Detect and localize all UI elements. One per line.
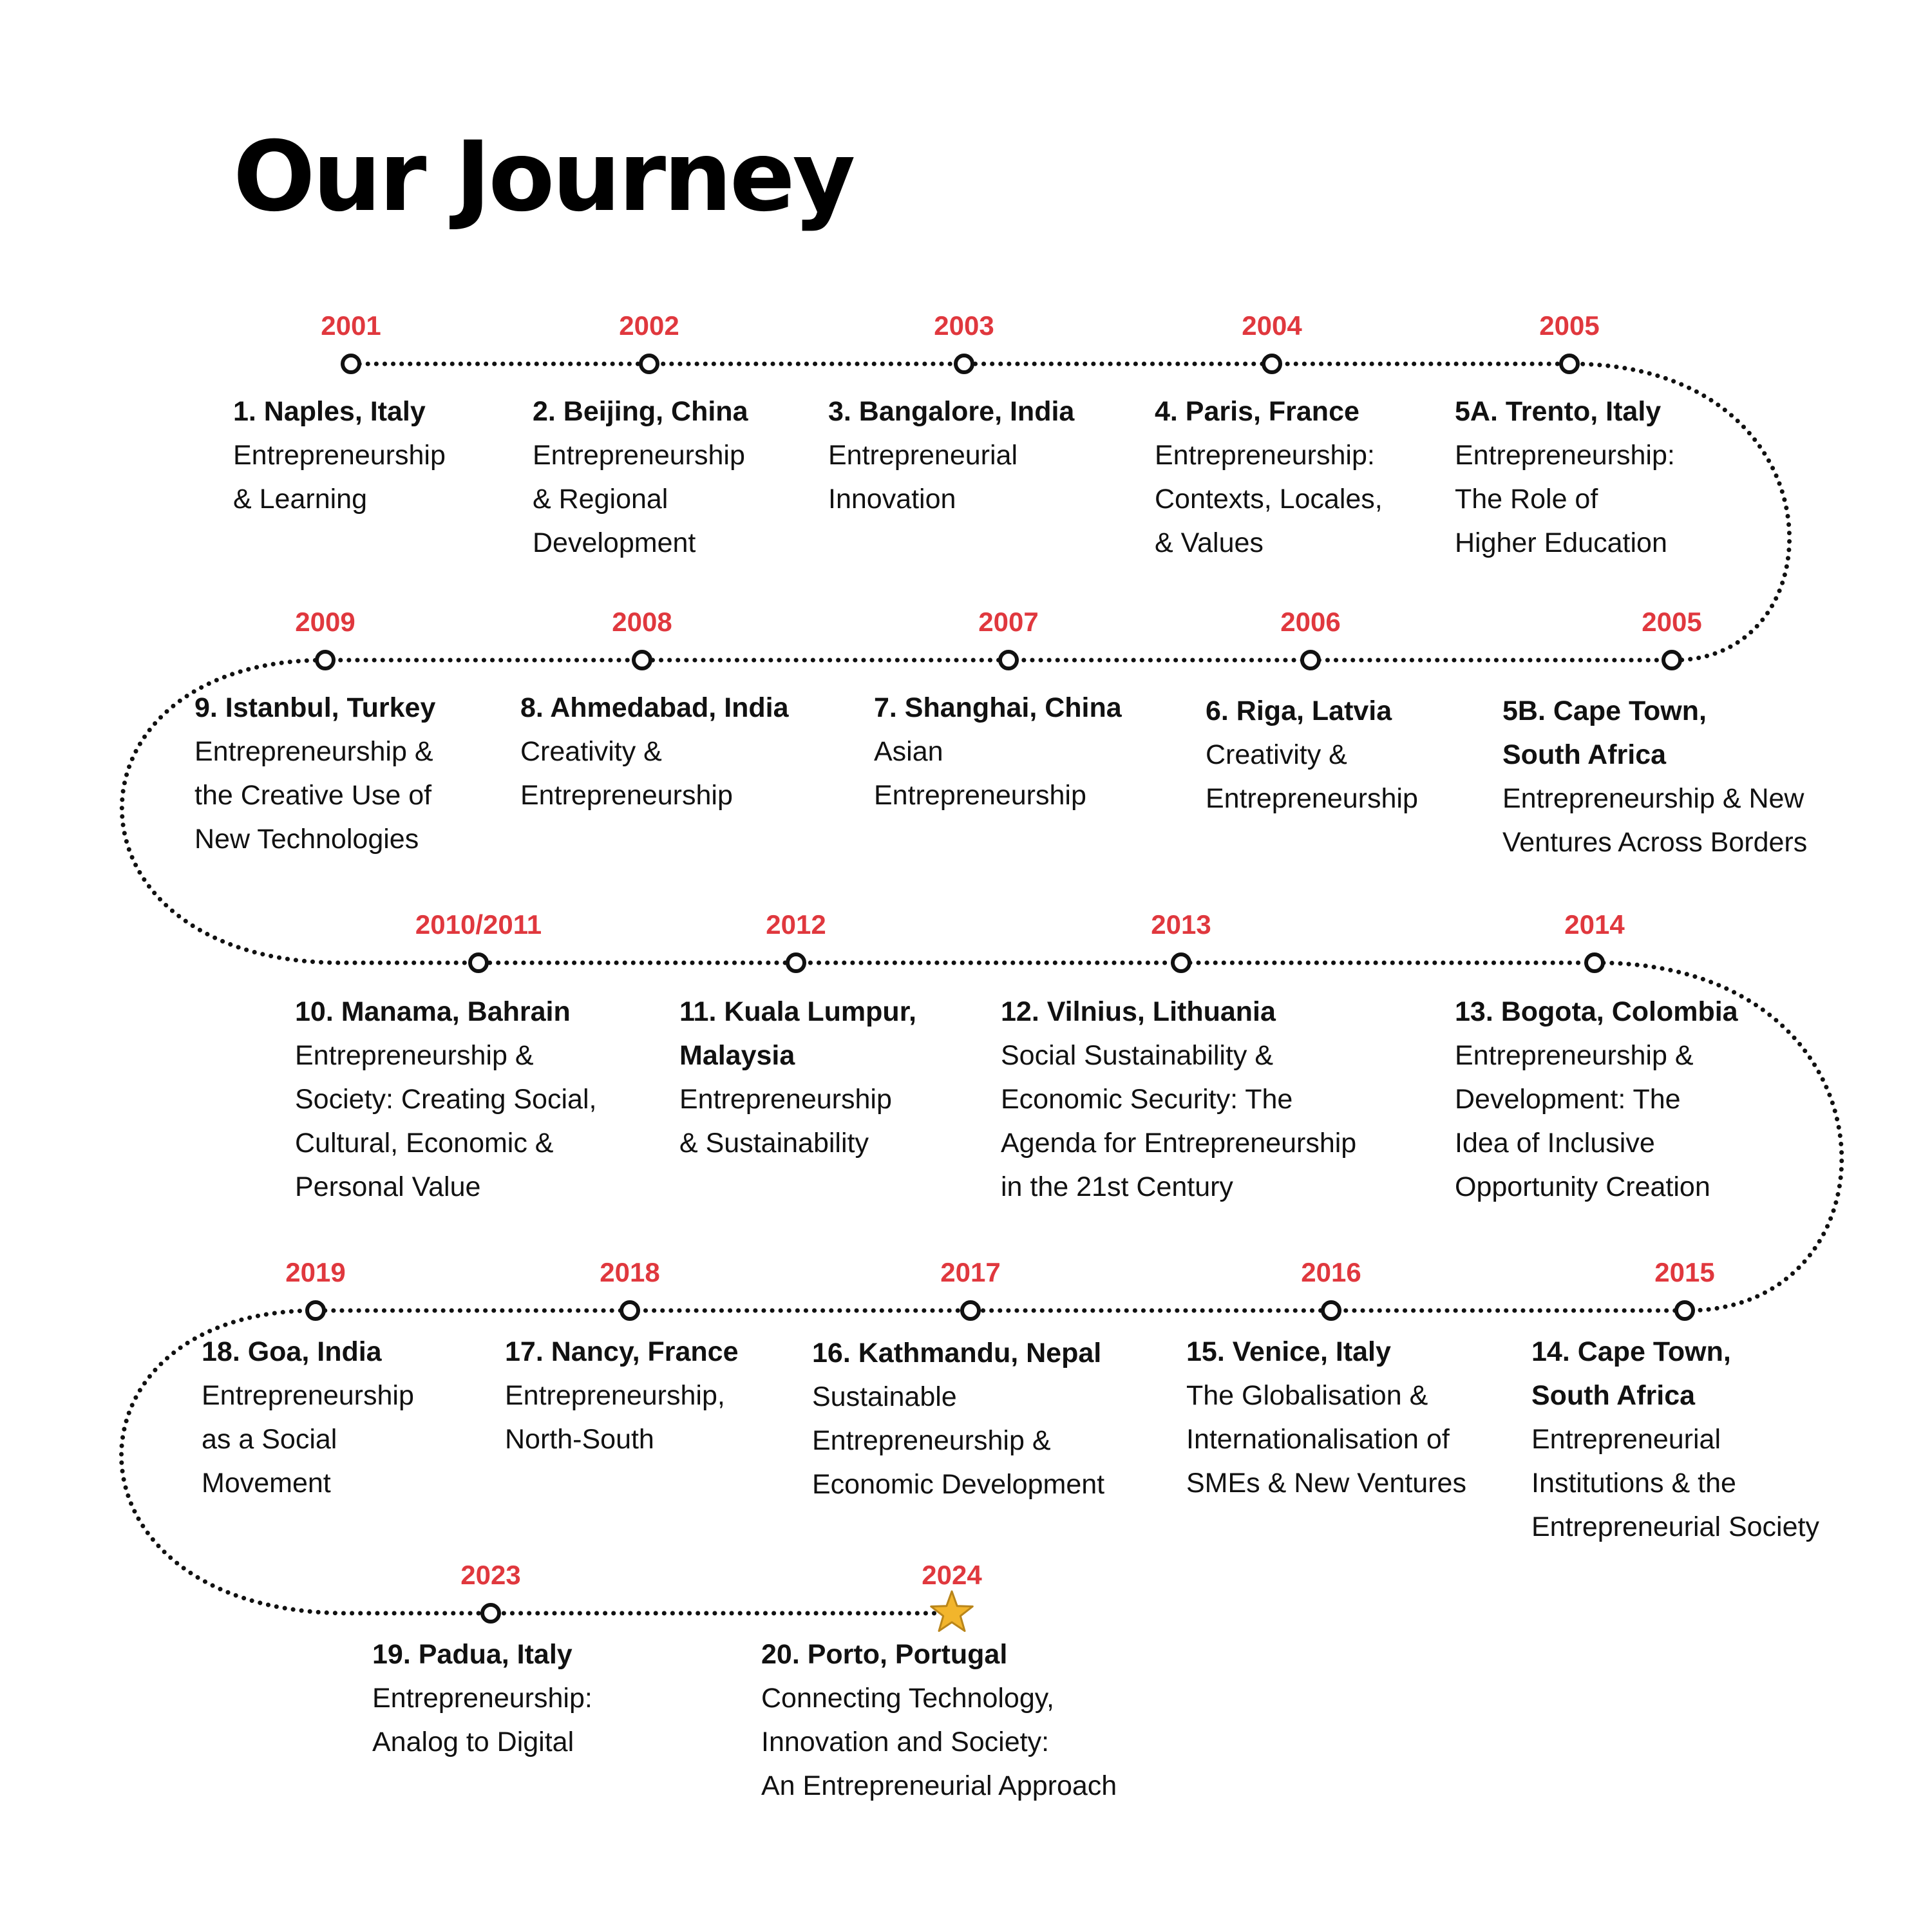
milestone-node — [641, 355, 658, 372]
milestone-theme: Entrepreneurship: Analog to Digital — [372, 1683, 592, 1757]
page-title: Our Journey — [233, 121, 853, 233]
milestone-entry — [1001, 990, 1356, 1209]
milestone-theme: Social Sustainability & Economic Security: The Agenda for Entrepreneurship in the 21st Century — [1001, 1040, 1357, 1202]
milestone-location: 8. Ahmedabad, India — [520, 692, 789, 723]
milestone-year: 2023 — [460, 1560, 521, 1590]
milestone-entry — [1502, 689, 1807, 864]
milestone-entry — [828, 390, 1074, 521]
milestone-entry — [194, 686, 435, 861]
milestone-location: 4. Paris, France — [1155, 396, 1359, 427]
milestone-entry — [1531, 1330, 1819, 1549]
milestone-node — [343, 355, 359, 372]
milestone-theme: Entrepreneurial Innovation — [828, 440, 1018, 515]
milestone-year: 2007 — [978, 607, 1039, 637]
milestone-location: 14. Cape Town, South Africa — [1531, 1336, 1731, 1411]
milestone-location: 6. Riga, Latvia — [1206, 696, 1392, 726]
milestone-theme: The Globalisation & Internationalisation of SMEs & New Ventures — [1186, 1380, 1466, 1499]
milestone-node — [482, 1605, 499, 1622]
milestone-location: 2. Beijing, China — [533, 396, 748, 427]
milestone-node — [1676, 1302, 1693, 1319]
milestone-theme: Connecting Technology, Innovation and Society: An Entrepreneurial Approach — [761, 1683, 1117, 1801]
milestone-location: 10. Manama, Bahrain — [295, 996, 571, 1027]
milestone-node — [956, 355, 972, 372]
milestone-entry — [761, 1633, 1117, 1808]
milestone-year: 2015 — [1654, 1257, 1715, 1287]
milestone-theme: Entrepreneurship & the Creative Use of New Technologies — [194, 736, 433, 855]
milestone-year: 2008 — [612, 607, 672, 637]
milestone-entry — [505, 1330, 739, 1461]
milestone-node — [962, 1302, 979, 1319]
milestone-theme: Entrepreneurship & Learning — [233, 440, 446, 515]
milestone-node — [1302, 652, 1319, 668]
milestone-location: 18. Goa, India — [202, 1336, 382, 1367]
milestone-location: 20. Porto, Portugal — [761, 1639, 1008, 1670]
milestone-node — [621, 1302, 638, 1319]
milestone-location: 13. Bogota, Colombia — [1455, 996, 1738, 1027]
milestone-theme: Sustainable Entrepreneurship & Economic Development — [812, 1381, 1105, 1500]
milestone-theme: Entrepreneurship & Society: Creating Social, Cultural, Economic & Personal Value — [295, 1040, 597, 1202]
milestone-node — [470, 954, 487, 971]
milestone-location: 16. Kathmandu, Nepal — [812, 1338, 1102, 1368]
milestone-location: 19. Padua, Italy — [372, 1639, 573, 1670]
milestone-year: 2006 — [1280, 607, 1341, 637]
milestone-year: 2014 — [1564, 909, 1625, 940]
milestone-year: 2003 — [934, 310, 994, 341]
milestone-theme: Creativity & Entrepreneurship — [520, 736, 733, 811]
milestone-year: 2010/2011 — [415, 909, 542, 940]
milestone-year: 2004 — [1242, 310, 1302, 341]
milestone-entry — [533, 390, 748, 565]
milestone-entry — [1206, 689, 1418, 820]
milestone-year: 2019 — [285, 1257, 346, 1287]
milestone-theme: Entrepreneurship & New Ventures Across Borders — [1502, 783, 1808, 858]
milestone-entry — [1186, 1330, 1466, 1505]
milestone-year: 2018 — [600, 1257, 660, 1287]
milestone-theme: Entrepreneurship & Development: The Idea of Inclusive Opportunity Creation — [1455, 1040, 1710, 1202]
milestone-year: 2005 — [1642, 607, 1702, 637]
milestone-node — [1000, 652, 1017, 668]
milestone-location: 11. Kuala Lumpur, Malaysia — [679, 996, 916, 1071]
milestone-year: 2002 — [619, 310, 679, 341]
milestone-entry — [874, 686, 1122, 817]
milestone-node — [1586, 954, 1603, 971]
milestone-entry — [372, 1633, 592, 1764]
milestone-entry — [1455, 990, 1738, 1209]
milestone-node — [788, 954, 804, 971]
milestone-node — [634, 652, 650, 668]
milestone-node — [1264, 355, 1280, 372]
milestone-year: 2016 — [1301, 1257, 1361, 1287]
milestone-theme: Entrepreneurship, North-South — [505, 1380, 725, 1455]
milestone-year: 2017 — [940, 1257, 1001, 1287]
milestone-location: 5B. Cape Town, South Africa — [1502, 696, 1707, 770]
milestone-entry — [233, 390, 446, 521]
milestone-entry — [520, 686, 789, 817]
milestone-node — [1173, 954, 1189, 971]
milestone-entry — [679, 990, 916, 1165]
milestone-entry — [812, 1331, 1104, 1506]
milestone-node — [1663, 652, 1680, 668]
milestone-theme: Creativity & Entrepreneurship — [1206, 739, 1418, 814]
milestone-theme: Entrepreneurial Institutions & the Entrepreneurial Society — [1531, 1424, 1819, 1542]
milestone-location: 15. Venice, Italy — [1186, 1336, 1391, 1367]
milestone-node — [317, 652, 334, 668]
milestone-node — [307, 1302, 324, 1319]
milestone-theme: Entrepreneurship & Sustainability — [679, 1084, 892, 1159]
milestone-location: 3. Bangalore, India — [828, 396, 1075, 427]
milestone-location: 17. Nancy, France — [505, 1336, 739, 1367]
milestone-location: 7. Shanghai, China — [874, 692, 1122, 723]
milestone-theme: Entrepreneurship: The Role of Higher Education — [1455, 440, 1675, 558]
milestone-theme: Entrepreneurship: Contexts, Locales, & Values — [1155, 440, 1383, 558]
milestone-entry — [202, 1330, 414, 1505]
milestone-entry — [1455, 390, 1675, 565]
milestone-node — [1323, 1302, 1340, 1319]
milestone-year: 2009 — [295, 607, 355, 637]
milestone-entry — [1155, 390, 1383, 565]
star-icon — [931, 1591, 973, 1631]
milestone-theme: Entrepreneurship & Regional Development — [533, 440, 745, 558]
milestone-location: 5A. Trento, Italy — [1455, 396, 1662, 427]
milestone-year: 2024 — [922, 1560, 982, 1590]
milestone-theme: Asian Entrepreneurship — [874, 736, 1086, 811]
milestone-year: 2001 — [321, 310, 381, 341]
milestone-year: 2005 — [1539, 310, 1600, 341]
milestone-location: 12. Vilnius, Lithuania — [1001, 996, 1276, 1027]
milestone-location: 9. Istanbul, Turkey — [194, 692, 436, 723]
milestone-entry — [295, 990, 596, 1209]
milestone-year: 2013 — [1151, 909, 1211, 940]
milestone-year: 2012 — [766, 909, 826, 940]
milestone-theme: Entrepreneurship as a Social Movement — [202, 1380, 414, 1499]
milestone-location: 1. Naples, Italy — [233, 396, 426, 427]
milestone-node — [1561, 355, 1578, 372]
